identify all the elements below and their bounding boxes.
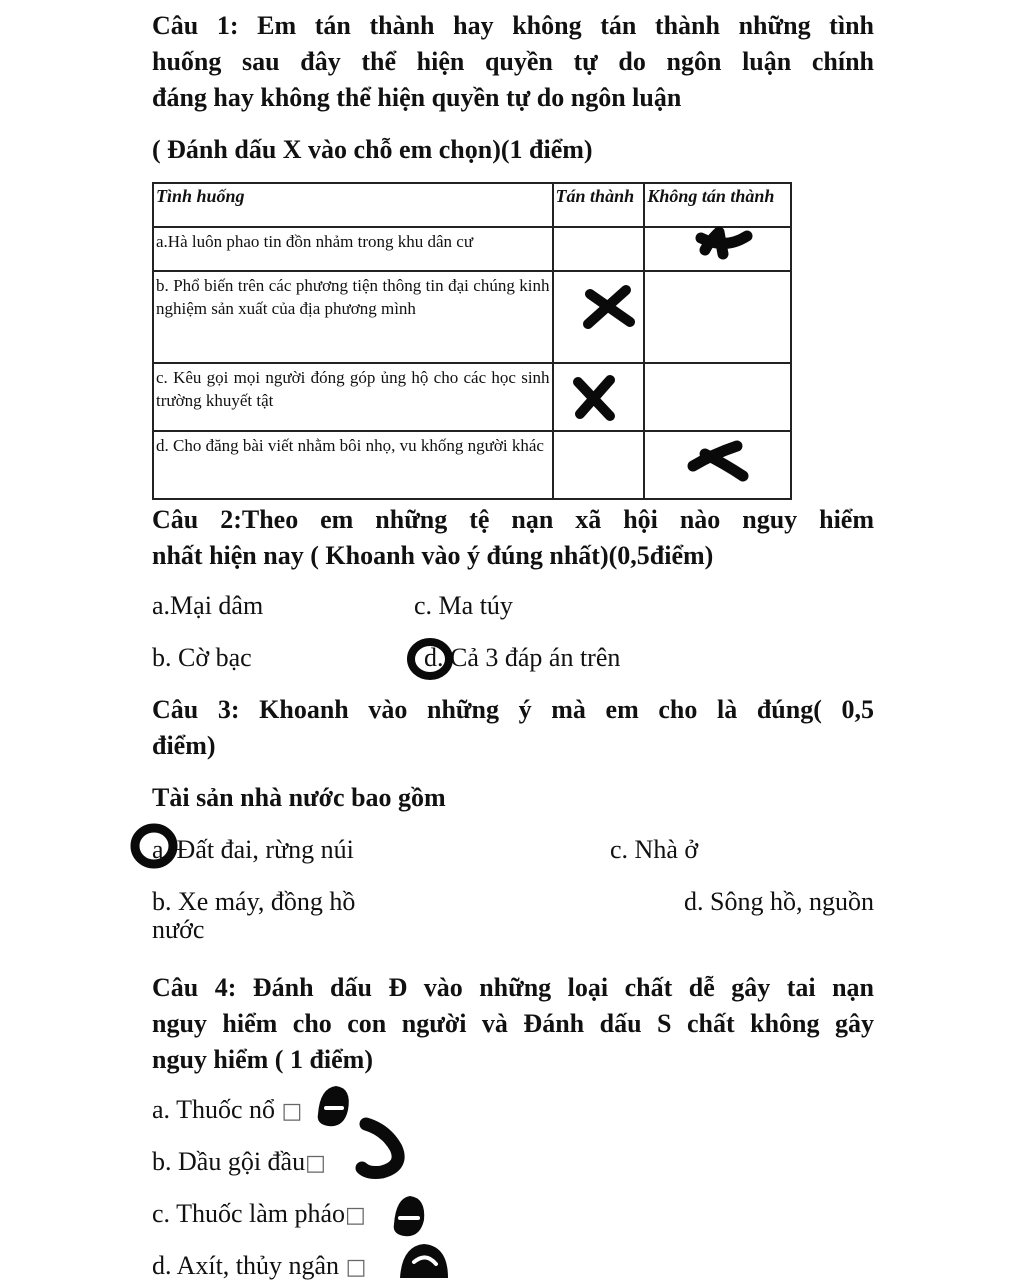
- row-a-agree-cell[interactable]: [553, 227, 645, 271]
- checkbox-icon[interactable]: □: [281, 1099, 303, 1124]
- checkbox-icon[interactable]: □: [345, 1203, 366, 1228]
- q4-item-a-label: a. Thuốc nổ: [152, 1095, 282, 1124]
- header-situation: Tình huống: [153, 183, 553, 227]
- q4-line2: nguy hiểm cho con người và Đánh dấu S chất không gây: [152, 1009, 874, 1038]
- question-4-title: [152, 970, 874, 1078]
- q4-item-c[interactable]: [152, 1198, 366, 1232]
- q4-item-b[interactable]: [152, 1146, 326, 1180]
- row-d-agree-cell[interactable]: [553, 431, 645, 499]
- row-d-situation: d. Cho đăng bài viết nhằm bôi nhọ, vu khống người khác: [153, 431, 553, 499]
- q1-line1: Câu 1: Em tán thành hay không tán thành những tình: [152, 11, 874, 40]
- header-agree: Tán thành: [553, 183, 645, 227]
- q2-option-d-text: Cả 3 đáp án trên: [443, 643, 621, 672]
- row-c-agree-cell[interactable]: [553, 363, 645, 431]
- q3-option-a-letter: a.: [152, 835, 171, 864]
- q2-line1: Câu 2:Theo em những tệ nạn xã hội nào nguy hiểm: [152, 505, 874, 534]
- table-row: [153, 363, 791, 431]
- q2-line2: nhất hiện nay ( Khoanh vào ý đúng nhất)(0,5điểm): [152, 541, 714, 570]
- row-c-situation: c. Kêu gọi mọi người đóng góp ủng hộ cho các học sinh trường khuyết tật: [153, 363, 553, 431]
- row-a-situation: a.Hà luôn phao tin đồn nhảm trong khu dân cư: [153, 227, 553, 271]
- q2-option-a[interactable]: a.Mại dâm: [152, 591, 264, 620]
- q4-item-a[interactable]: [152, 1094, 302, 1128]
- q3-option-a-text: Đất đai, rừng núi: [170, 835, 354, 864]
- handwritten-d-mark-icon: [380, 1184, 440, 1244]
- row-b-disagree-cell[interactable]: [644, 271, 791, 363]
- x-mark-icon: [572, 374, 622, 424]
- checkbox-icon[interactable]: □: [345, 1255, 367, 1280]
- q2-option-b[interactable]: b. Cờ bạc: [152, 643, 252, 672]
- q3-subtitle: Tài sản nhà nước bao gồm: [152, 783, 446, 812]
- row-b-situation: b. Phổ biến trên các phương tiện thông tin đại chúng kinh nghiệm sản xuất của địa phương mình: [153, 271, 553, 363]
- q4-item-b-label: b. Dầu gội đầu: [152, 1147, 306, 1176]
- row-d-disagree-cell[interactable]: [644, 431, 791, 499]
- row-b-agree-cell[interactable]: [553, 271, 645, 363]
- handwritten-d-mark-icon: [392, 1236, 462, 1280]
- table-row: [153, 271, 791, 363]
- q3-line2: điểm): [152, 731, 216, 760]
- q4-line3: nguy hiểm ( 1 điểm): [152, 1045, 373, 1074]
- row-c-disagree-cell[interactable]: [644, 363, 791, 431]
- header-disagree: Không tán thành: [644, 183, 791, 227]
- table-row: [153, 431, 791, 499]
- row-a-disagree-cell[interactable]: [644, 227, 791, 271]
- table-row: [153, 227, 791, 271]
- q4-line1: Câu 4: Đánh dấu Đ vào những loại chất dễ gây tai nạn: [152, 973, 874, 1002]
- q3-option-d[interactable]: [152, 886, 874, 946]
- q4-item-d-label: d. Axít, thủy ngân: [152, 1251, 346, 1280]
- q3-line1: Câu 3: Khoanh vào những ý mà em cho là đúng( 0,5: [152, 695, 874, 724]
- circle-mark-icon: [404, 634, 464, 684]
- checkbox-icon[interactable]: □: [305, 1151, 326, 1176]
- q3-option-d-line1: d. Sông hồ, nguồn: [684, 887, 874, 916]
- q2-option-d-letter: d.: [424, 643, 444, 672]
- q3-option-d-line2: nước: [152, 915, 205, 944]
- q1-line2: huống sau đây thể hiện quyền tự do ngôn luận chính: [152, 47, 874, 76]
- table-header-row: [153, 183, 791, 227]
- question-2-title: [152, 502, 874, 574]
- q1-instruction: ( Đánh dấu X vào chỗ em chọn)(1 điểm): [152, 135, 593, 164]
- q2-option-c[interactable]: c. Ma túy: [414, 591, 513, 620]
- question-1-title: [152, 8, 874, 116]
- x-mark-icon: [580, 282, 640, 342]
- q3-option-b[interactable]: b. Xe máy, đồng hồ: [152, 887, 356, 916]
- handwritten-s-mark-icon: [352, 1116, 422, 1186]
- circle-mark-icon: [126, 820, 186, 872]
- question-3-title: [152, 692, 874, 764]
- x-mark-icon: [685, 440, 755, 490]
- q4-item-c-label: c. Thuốc làm pháo: [152, 1199, 346, 1228]
- q3-option-c[interactable]: c. Nhà ở: [610, 835, 699, 864]
- q1-line3: đáng hay không thể hiện quyền tự do ngôn luận: [152, 83, 682, 112]
- q1-table: [152, 182, 792, 500]
- x-mark-icon: [695, 228, 755, 268]
